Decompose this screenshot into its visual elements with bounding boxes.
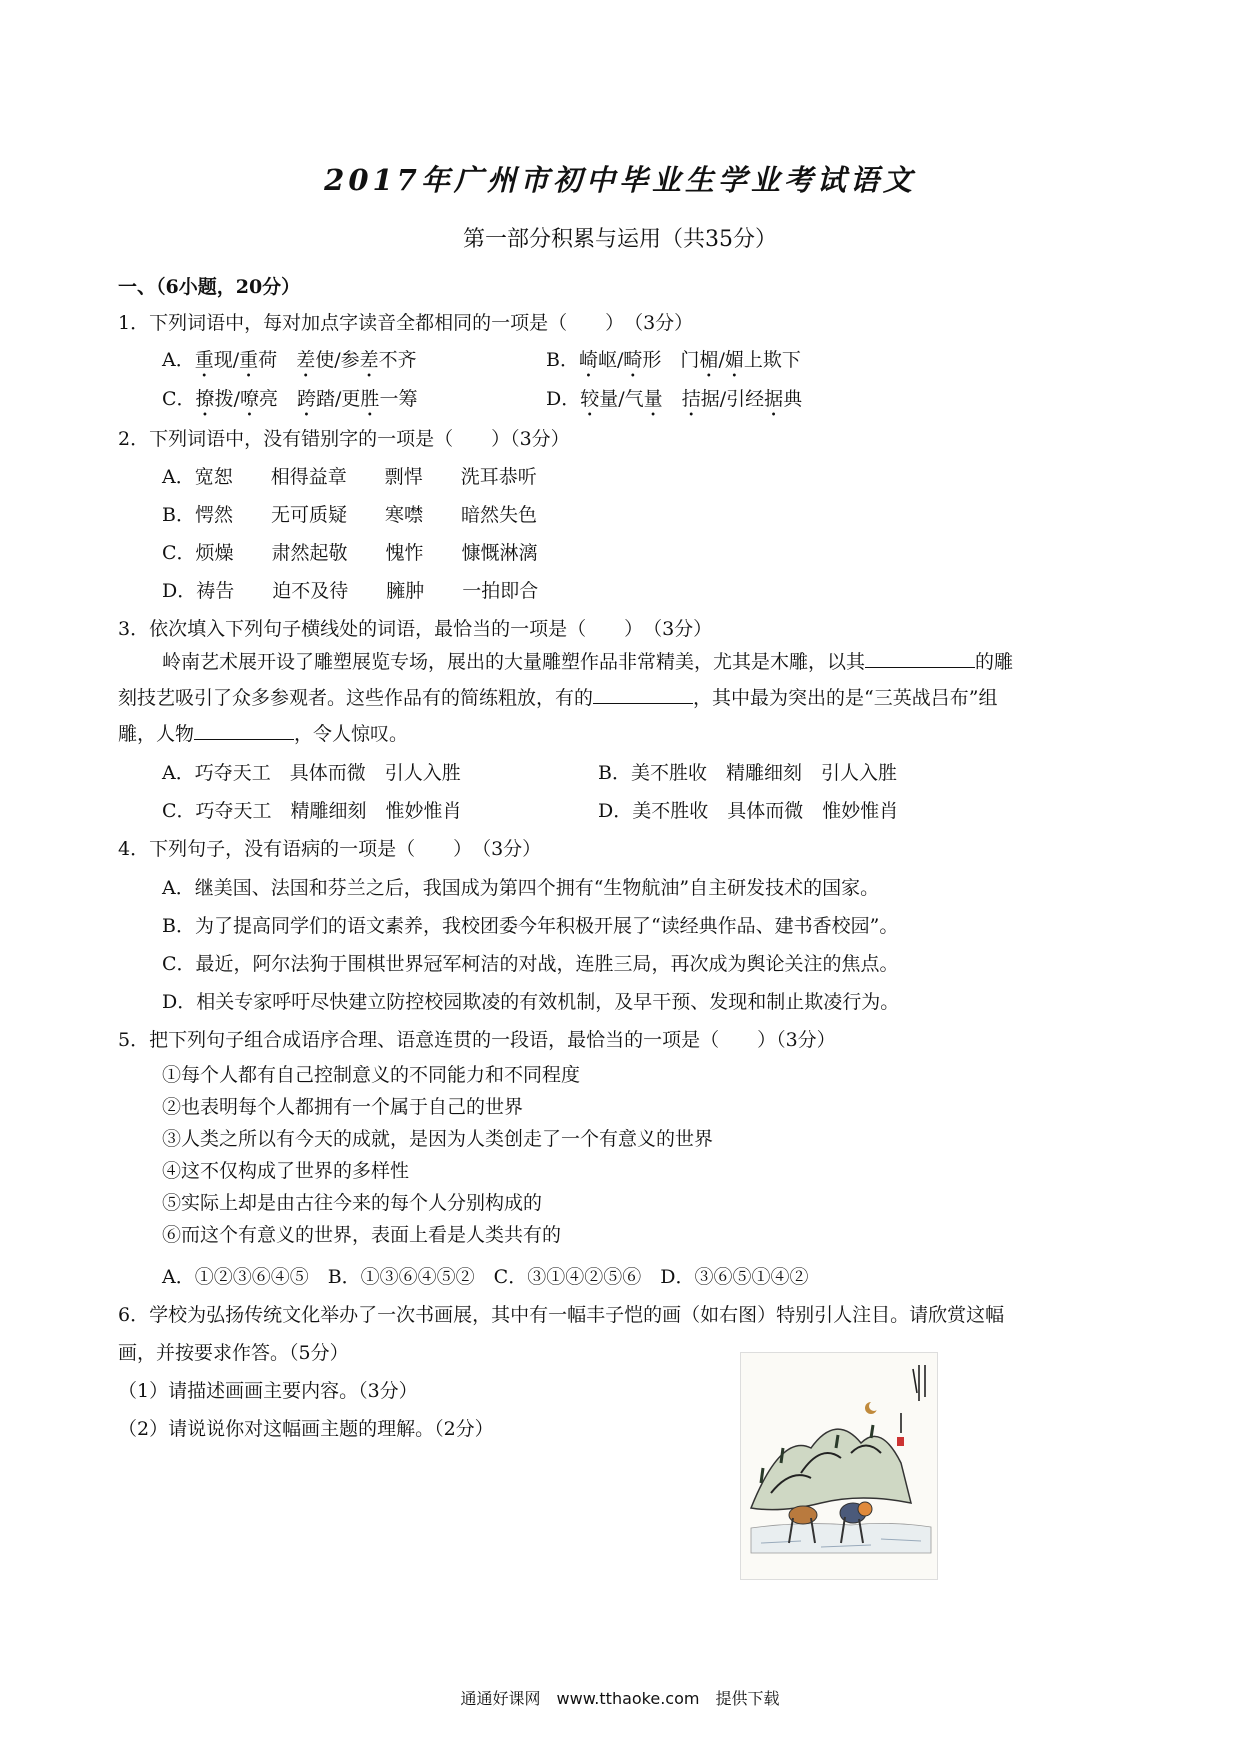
q2-option-c: C．烦燥 肃然起敬 愧怍 慷慨淋漓 [162, 542, 538, 564]
feng-zikai-painting [740, 1352, 938, 1580]
q4-stem: 4．下列句子，没有语病的一项是（ ） （3分） [118, 838, 542, 860]
footer-credit: 通通好课网 www.tthaoke.com 提供下载 [460, 1689, 780, 1708]
q2-stem: 2．下列词语中，没有错别字的一项是（ ）（3分） [118, 428, 570, 450]
q4-option-d: D．相关专家呼吁尽快建立防控校园欺凌的有效机制，及早干预、发现和制止欺凌行为。 [162, 991, 900, 1013]
q3-option-d: D．美不胜收 具体而微 惟妙惟肖 [598, 800, 899, 822]
section-heading: 一、（6小题，20分） [118, 276, 301, 298]
page-title: 2017年广州市初中毕业生学业考试语文 [324, 163, 916, 197]
q3-passage-line1: 岭南艺术展开设了雕塑展览专场，展出的大量雕塑作品非常精美，尤其是木雕，以其 的雕 [162, 651, 1014, 673]
q6-sub-2: （2）请说说你对这幅画主题的理解。（2分） [118, 1418, 494, 1440]
q6-stem-line2: 画，并按要求作答。（5分） [118, 1342, 349, 1364]
q3-blank-1 [865, 649, 975, 668]
q2-option-d: D．祷告 迫不及待 臃肿 一拍即合 [162, 580, 539, 602]
q6-stem-line1: 6．学校为弘扬传统文化举办了一次书画展，其中有一幅丰子恺的画（如右图）特别引人注目。请欣赏这幅 [118, 1304, 1005, 1326]
q4-option-b: B．为了提高同学们的语文素养，我校团委今年积极开展了“读经典作品、建书香校园”。 [162, 915, 899, 937]
q3-blank-2 [593, 685, 693, 704]
q1-option-b: B．崎岖/畸形 门楣/媚上欺下 [546, 349, 801, 371]
q1-option-d: D．较量/气量 拮据/引经据典 [546, 388, 803, 410]
q5-sentence-4: ④这不仅构成了世界的多样性 [162, 1160, 410, 1182]
q5-sentence-3: ③人类之所以有今天的成就，是因为人类创走了一个有意义的世界 [162, 1128, 714, 1150]
q3-option-b: B．美不胜收 精雕细刻 引人入胜 [598, 762, 897, 784]
q5-options: A．①②③⑥④⑤ B．①③⑥④⑤② C．③①④②⑤⑥ D．③⑥⑤①④② [162, 1266, 809, 1288]
q5-sentence-2: ②也表明每个人都拥有一个属于自己的世界 [162, 1096, 524, 1118]
q1-option-c: C．撩拨/嘹亮 跨踏/更胜一筹 [162, 388, 418, 410]
q5-sentence-1: ①每个人都有自己控制意义的不同能力和不同程度 [162, 1064, 581, 1086]
q2-option-a: A．宽恕 相得益章 剽悍 洗耳恭听 [162, 466, 537, 488]
q3-blank-3 [194, 721, 294, 740]
q4-option-c: C．最近，阿尔法狗于围棋世界冠军柯洁的对战，连胜三局，再次成为舆论关注的焦点。 [162, 953, 899, 975]
q3-passage-line3: 雕，人物 ，令人惊叹。 [118, 723, 409, 745]
q3-option-a: A．巧夺天工 具体而微 引人入胜 [162, 762, 461, 784]
q5-sentence-5: ⑤实际上却是由古往今来的每个人分别构成的 [162, 1192, 543, 1214]
q1-stem: 1．下列词语中，每对加点字读音全都相同的一项是（ ） （3分） [118, 312, 694, 334]
q3-passage-line2: 刻技艺吸引了众多参观者。这些作品有的简练粗放，有的 ，其中最为突出的是“三英战吕布”组 [118, 687, 998, 709]
q1-option-a: A．重现/重荷 差使/参差不齐 [162, 349, 417, 371]
q3-stem: 3．依次填入下列句子横线处的词语，最恰当的一项是（ ） （3分） [118, 618, 713, 640]
q5-stem: 5．把下列句子组合成语序合理、语意连贯的一段语，最恰当的一项是（ ）（3分） [118, 1029, 836, 1051]
painting-image [741, 1353, 937, 1579]
q2-option-b: B．愕然 无可质疑 寒噤 暗然失色 [162, 504, 537, 526]
q3-option-c: C．巧夺天工 精雕细刻 惟妙惟肖 [162, 800, 462, 822]
q4-option-a: A．继美国、法国和芬兰之后，我国成为第四个拥有“生物航油”自主研发技术的国家。 [162, 877, 880, 899]
q6-sub-1: （1）请描述画画主要内容。（3分） [118, 1380, 418, 1402]
q5-sentence-6: ⑥而这个有意义的世界，表面上看是人类共有的 [162, 1224, 562, 1246]
part-heading: 第一部分积累与运用（共35分） [463, 227, 777, 252]
